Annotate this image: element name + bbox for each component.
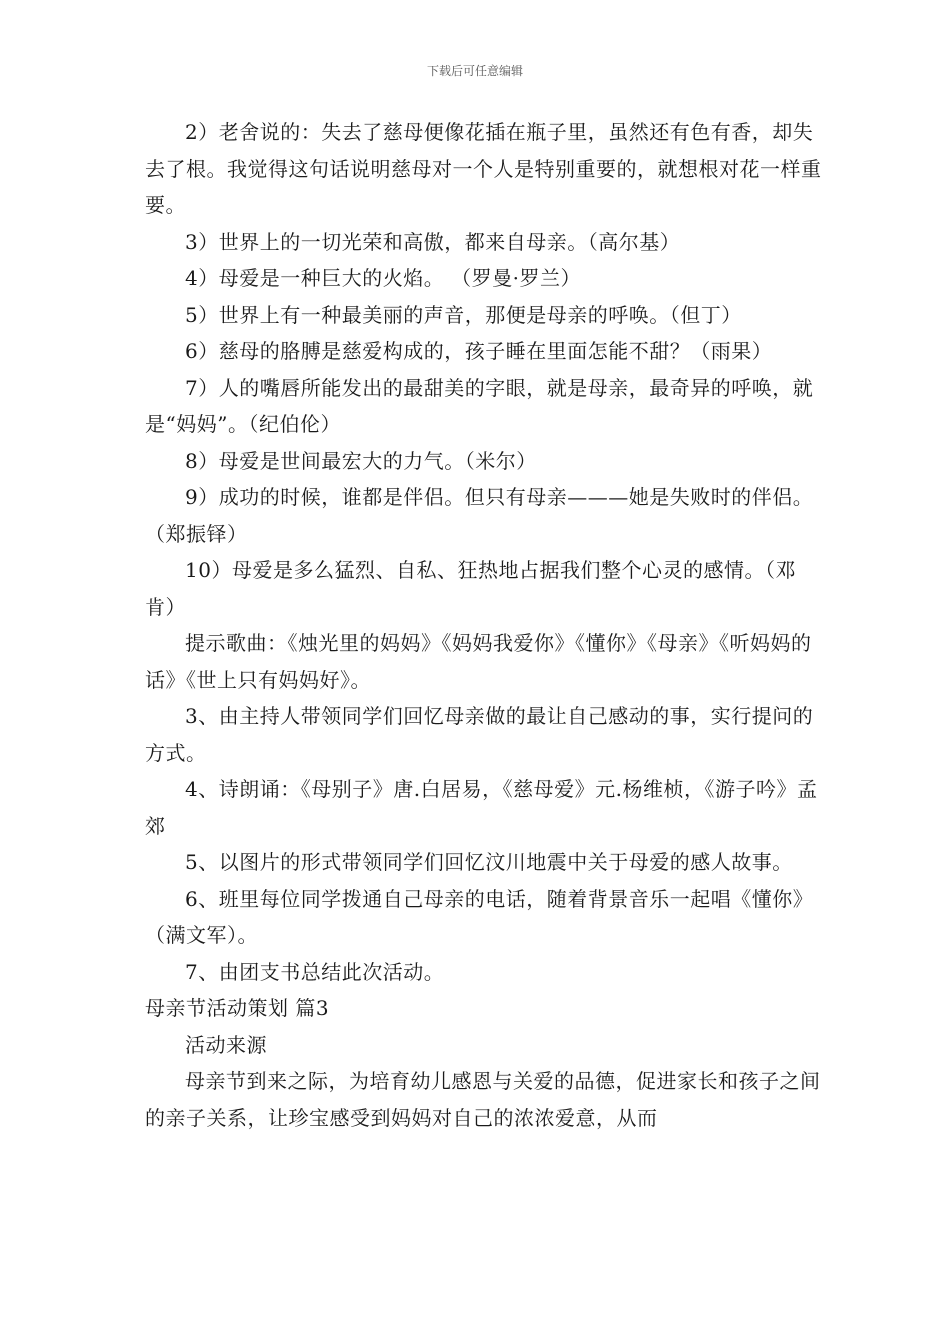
paragraph: 3、由主持人带领同学们回忆母亲做的最让自己感动的事，实行提问的方式。 [145,704,814,765]
paragraph: 4）母爱是一种巨大的火焰。 （罗曼·罗兰） [185,266,581,290]
document-body [145,114,825,1136]
paragraph: 7、由团支书总结此次活动。 [185,959,445,984]
paragraph: 6、班里每位同学拨通自己母亲的电话，随着背景音乐一起唱《懂你》（满文军）。 [145,886,814,947]
paragraph: 9）成功的时候，谁都是伴侣。但只有母亲———她是失败时的伴侣。（郑振铎） [145,485,814,546]
paragraph: 5、以图片的形式带领同学们回忆汶川地震中关于母爱的感人故事。 [185,850,793,874]
paragraph: 提示歌曲：《烛光里的妈妈》《妈妈我爱你》《懂你》《母亲》《听妈妈的话》《世上只有妈妈好》。 [145,631,812,692]
paragraph: 母亲节到来之际，为培育幼儿感恩与关爱的品德，促进家长和孩子之间的亲子关系，让珍宝感受到妈妈对自己的浓浓爱意，从而 [145,1069,821,1130]
page-header: 下载后可任意编辑 [426,64,523,78]
paragraph: 2）老舍说的：失去了慈母便像花插在瓶子里，虽然还有色有香，却失去了根。我觉得这句话说明慈母对一个人是特别重要的，就想根对花一样重要。 [145,120,822,217]
subheading: 活动来源 [185,1032,267,1057]
paragraph: 5）世界上有一种最美丽的声音，那便是母亲的呼唤。（但丁） [185,302,742,327]
section-title: 母亲节活动策划 篇3 [145,996,330,1020]
paragraph: 4、诗朗诵：《母别子》唐.白居易，《慈母爱》元.杨维桢，《游子吟》孟郊 [145,777,818,838]
paragraph: 3）世界上的一切光荣和高傲，都来自母亲。（高尔基） [185,229,681,254]
paragraph: 8）母爱是世间最宏大的力气。（米尔） [185,448,537,473]
paragraph: 7）人的嘴唇所能发出的最甜美的字眼，就是母亲，最奇异的呼唤，就是“妈妈”。（纪伯伦） [145,375,814,436]
paragraph: 10）母爱是多么猛烈、自私、狂热地占据我们整个心灵的感情。（邓肯） [145,558,796,619]
paragraph: 6）慈母的胳膊是慈爱构成的，孩子睡在里面怎能不甜？（雨果） [185,339,773,363]
